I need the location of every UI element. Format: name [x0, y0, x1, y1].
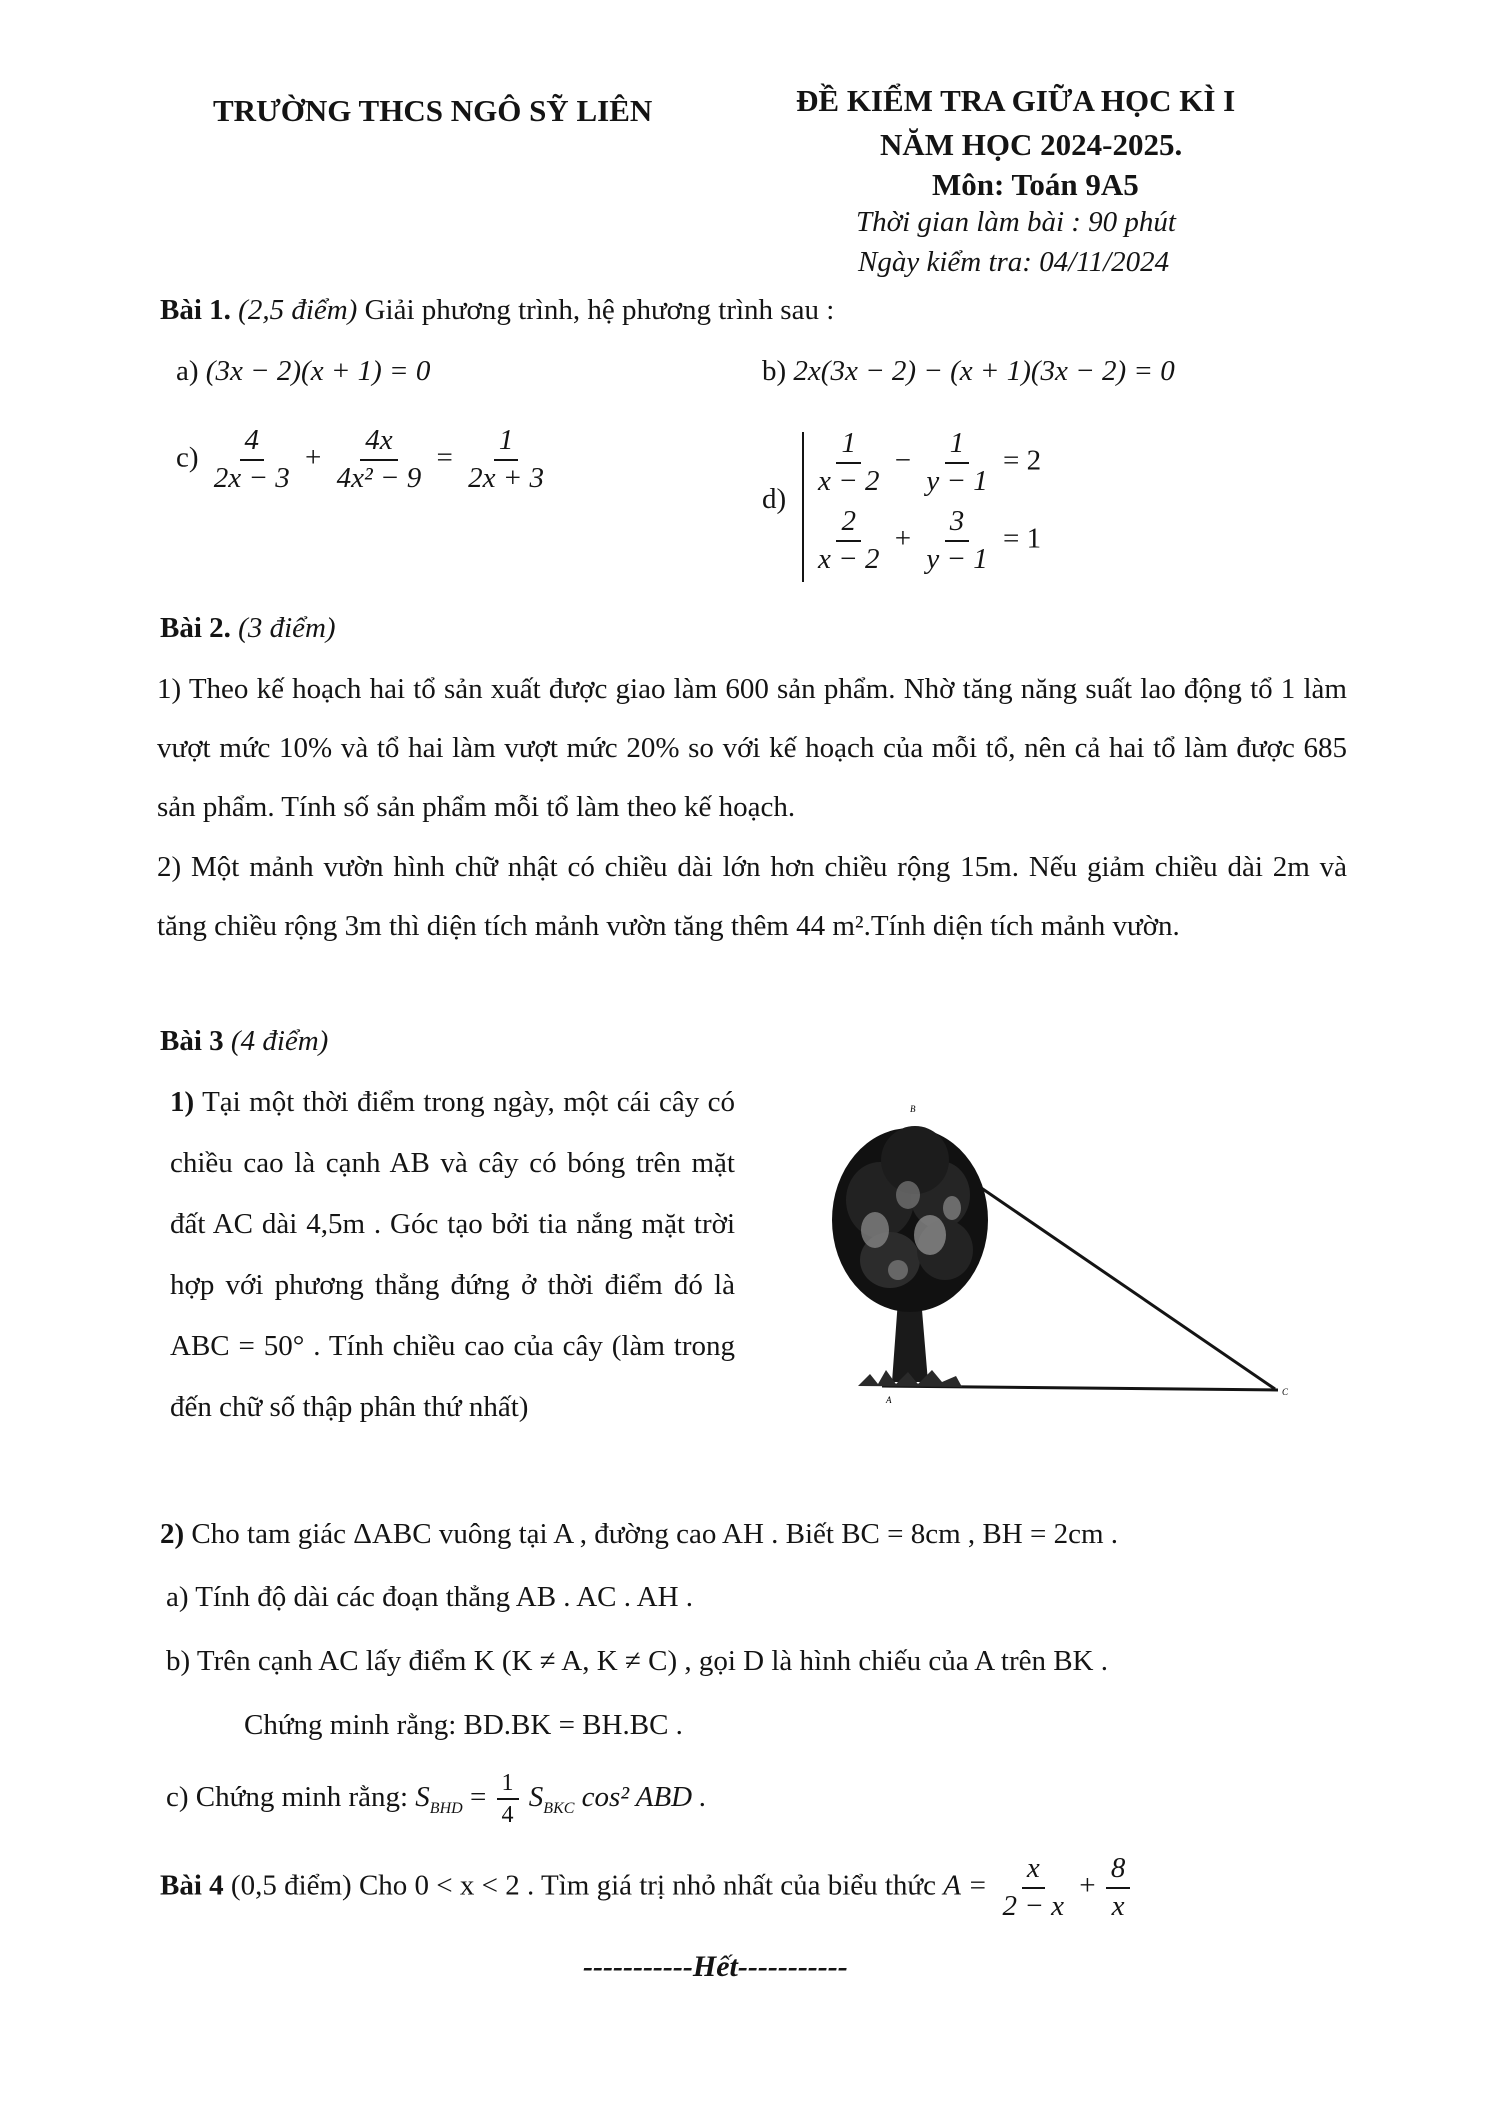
exam-title: ĐỀ KIỂM TRA GIỮA HỌC KÌ I [796, 83, 1236, 118]
bai3-q2-number: 2) [160, 1518, 185, 1550]
label-c: C [1282, 1387, 1289, 1397]
bai1-b-equation: 2x(3x − 2) − (x + 1)(3x − 2) = 0 [793, 355, 1175, 387]
bai3-heading [160, 1025, 328, 1058]
subject: Môn: Toán 9A5 [932, 167, 1139, 202]
bai3-q1-number: 1) [170, 1086, 195, 1118]
bai3-q2b-prove: Chứng minh rằng: BD.BK = BH.BC . [244, 1709, 683, 1741]
bai1-b [762, 355, 1175, 388]
qc-fraction: $\frac{1}{4}$ [497, 1770, 519, 1829]
bai1-points: (2,5 điểm) [238, 294, 358, 326]
bai3-q2c [166, 1770, 707, 1829]
bai4-points: (0,5 điểm) [230, 1869, 352, 1902]
bai3-q2a: a) Tính độ dài các đoạn thẳng AB . AC . AH . [166, 1581, 694, 1613]
bai2-title: Bài 2. [160, 612, 231, 644]
school-year: NĂM HỌC 2024-2025. [880, 127, 1183, 162]
bai2-heading [160, 612, 336, 645]
c-fraction-3: $\frac{1}{2x + 3}$ [468, 424, 545, 494]
label-b: B [910, 1104, 916, 1114]
bai1-d-eq1: $\frac{1}{x - 2}$ − $\frac{1}{y - 1}$ = 2 [818, 427, 1042, 497]
system-brace [802, 432, 804, 582]
end-marker: -----------Hết----------- [583, 1950, 848, 1983]
exam-date: Ngày kiểm tra: 04/11/2024 [858, 246, 1170, 278]
bai3-points: (4 điểm) [230, 1025, 329, 1057]
bai1-title: Bài 1. [160, 294, 231, 326]
bai3-problem-2 [160, 1518, 1118, 1551]
bai4-title: Bài 4 [160, 1869, 224, 1902]
bai1-heading [160, 294, 834, 327]
bai1-d-eq2: $\frac{2}{x - 2}$ + $\frac{3}{y - 1}$ = 1 [818, 505, 1042, 575]
bai3-problem-1 [170, 1072, 735, 1438]
sun-ray-line [955, 1170, 1275, 1389]
tree-figure [820, 1100, 1300, 1420]
bai2-problem-1: 1) Theo kế hoạch hai tổ sản xuất được giao làm 600 sản phẩm. Nhờ tăng năng suất lao động tổ 1 làm vượt mức 10% và tổ hai làm vượt mức 20% so với kế hoạch của mỗi tổ, nên cả hai tổ làm được 685 sản phẩm. Tính số sản phẩm mỗi tổ làm theo kế hoạch. [157, 673, 1347, 823]
c-fraction-2: $\frac{4x}{\text{4x² − 9}}$ [336, 424, 422, 494]
qc-equals: = [469, 1781, 487, 1814]
label-a: A [886, 1395, 892, 1405]
bai1-b-label: b) [762, 355, 787, 387]
bai4-text: Cho 0 < x < 2 . Tìm giá trị nhỏ nhất của biểu thức [358, 1869, 937, 1902]
qc-area-bhd: $S_{BHD}$ [415, 1781, 463, 1817]
bai1-a-equation: (3x − 2)(x + 1) = 0 [205, 355, 431, 387]
qc-suffix: cos² ABD . [581, 1781, 707, 1814]
bai3-q1-text: Tại một thời điểm trong ngày, một cái cây có chiều cao là cạnh AB và cây có bóng trên mặt đất AC dài 4,5m . Góc tạo bởi tia nắng mặt trời hợp với phương thẳng đứng ở thời điểm đó là ABC = 50° . Tính chiều cao của cây (làm trong đến chữ số thập phân thứ nhất) [170, 1086, 735, 1423]
bai4-plus: + [1079, 1869, 1096, 1902]
bai3-q2b: b) Trên cạnh AC lấy điểm K (K ≠ A, K ≠ C) , gọi D là hình chiếu của A trên BK . [166, 1645, 1109, 1677]
c-fraction-1: $\frac{4}{2x - 3}$ [213, 424, 290, 494]
bai2-points: (3 điểm) [238, 612, 336, 644]
c-plus: + [304, 441, 322, 474]
tree-canopy [832, 1126, 988, 1312]
c-equals: = [436, 441, 453, 474]
bai4-A-equals: A = [943, 1869, 988, 1902]
bai3-title: Bài 3 [160, 1025, 224, 1057]
duration: Thời gian làm bài : 90 phút [856, 206, 1176, 238]
bai1-prompt: Giải phương trình, hệ phương trình sau : [364, 294, 835, 326]
bai2-problem-2: 2) Một mảnh vườn hình chữ nhật có chiều dài lớn hơn chiều rộng 15m. Nếu giảm chiều dài 2m và tăng chiều rộng 3m thì diện tích mảnh vườn tăng thêm 44 m².Tính diện tích mảnh vườn. [157, 851, 1347, 942]
bai4 [160, 1853, 1133, 1923]
bai1-a-label: a) [176, 355, 199, 387]
bai3-q2-text: Cho tam giác ΔABC vuông tại A , đường cao AH . Biết BC = 8cm , BH = 2cm . [191, 1518, 1119, 1550]
bai1-a [176, 355, 430, 388]
bai1-c [176, 425, 552, 495]
bai4-fraction-2: $\frac{8}{x}$ [1106, 1853, 1131, 1923]
qc-prefix: c) Chứng minh rằng: [166, 1781, 416, 1814]
school-name: TRƯỜNG THCS NGÔ SỸ LIÊN [213, 93, 653, 128]
qc-area-bkc: $S_{BKC}$ [528, 1781, 575, 1817]
bai1-c-label: c) [176, 441, 199, 474]
bai1-d-label: d) [762, 483, 787, 515]
bai4-fraction-1: $\frac{x}{2 - x}$ [1002, 1852, 1064, 1922]
